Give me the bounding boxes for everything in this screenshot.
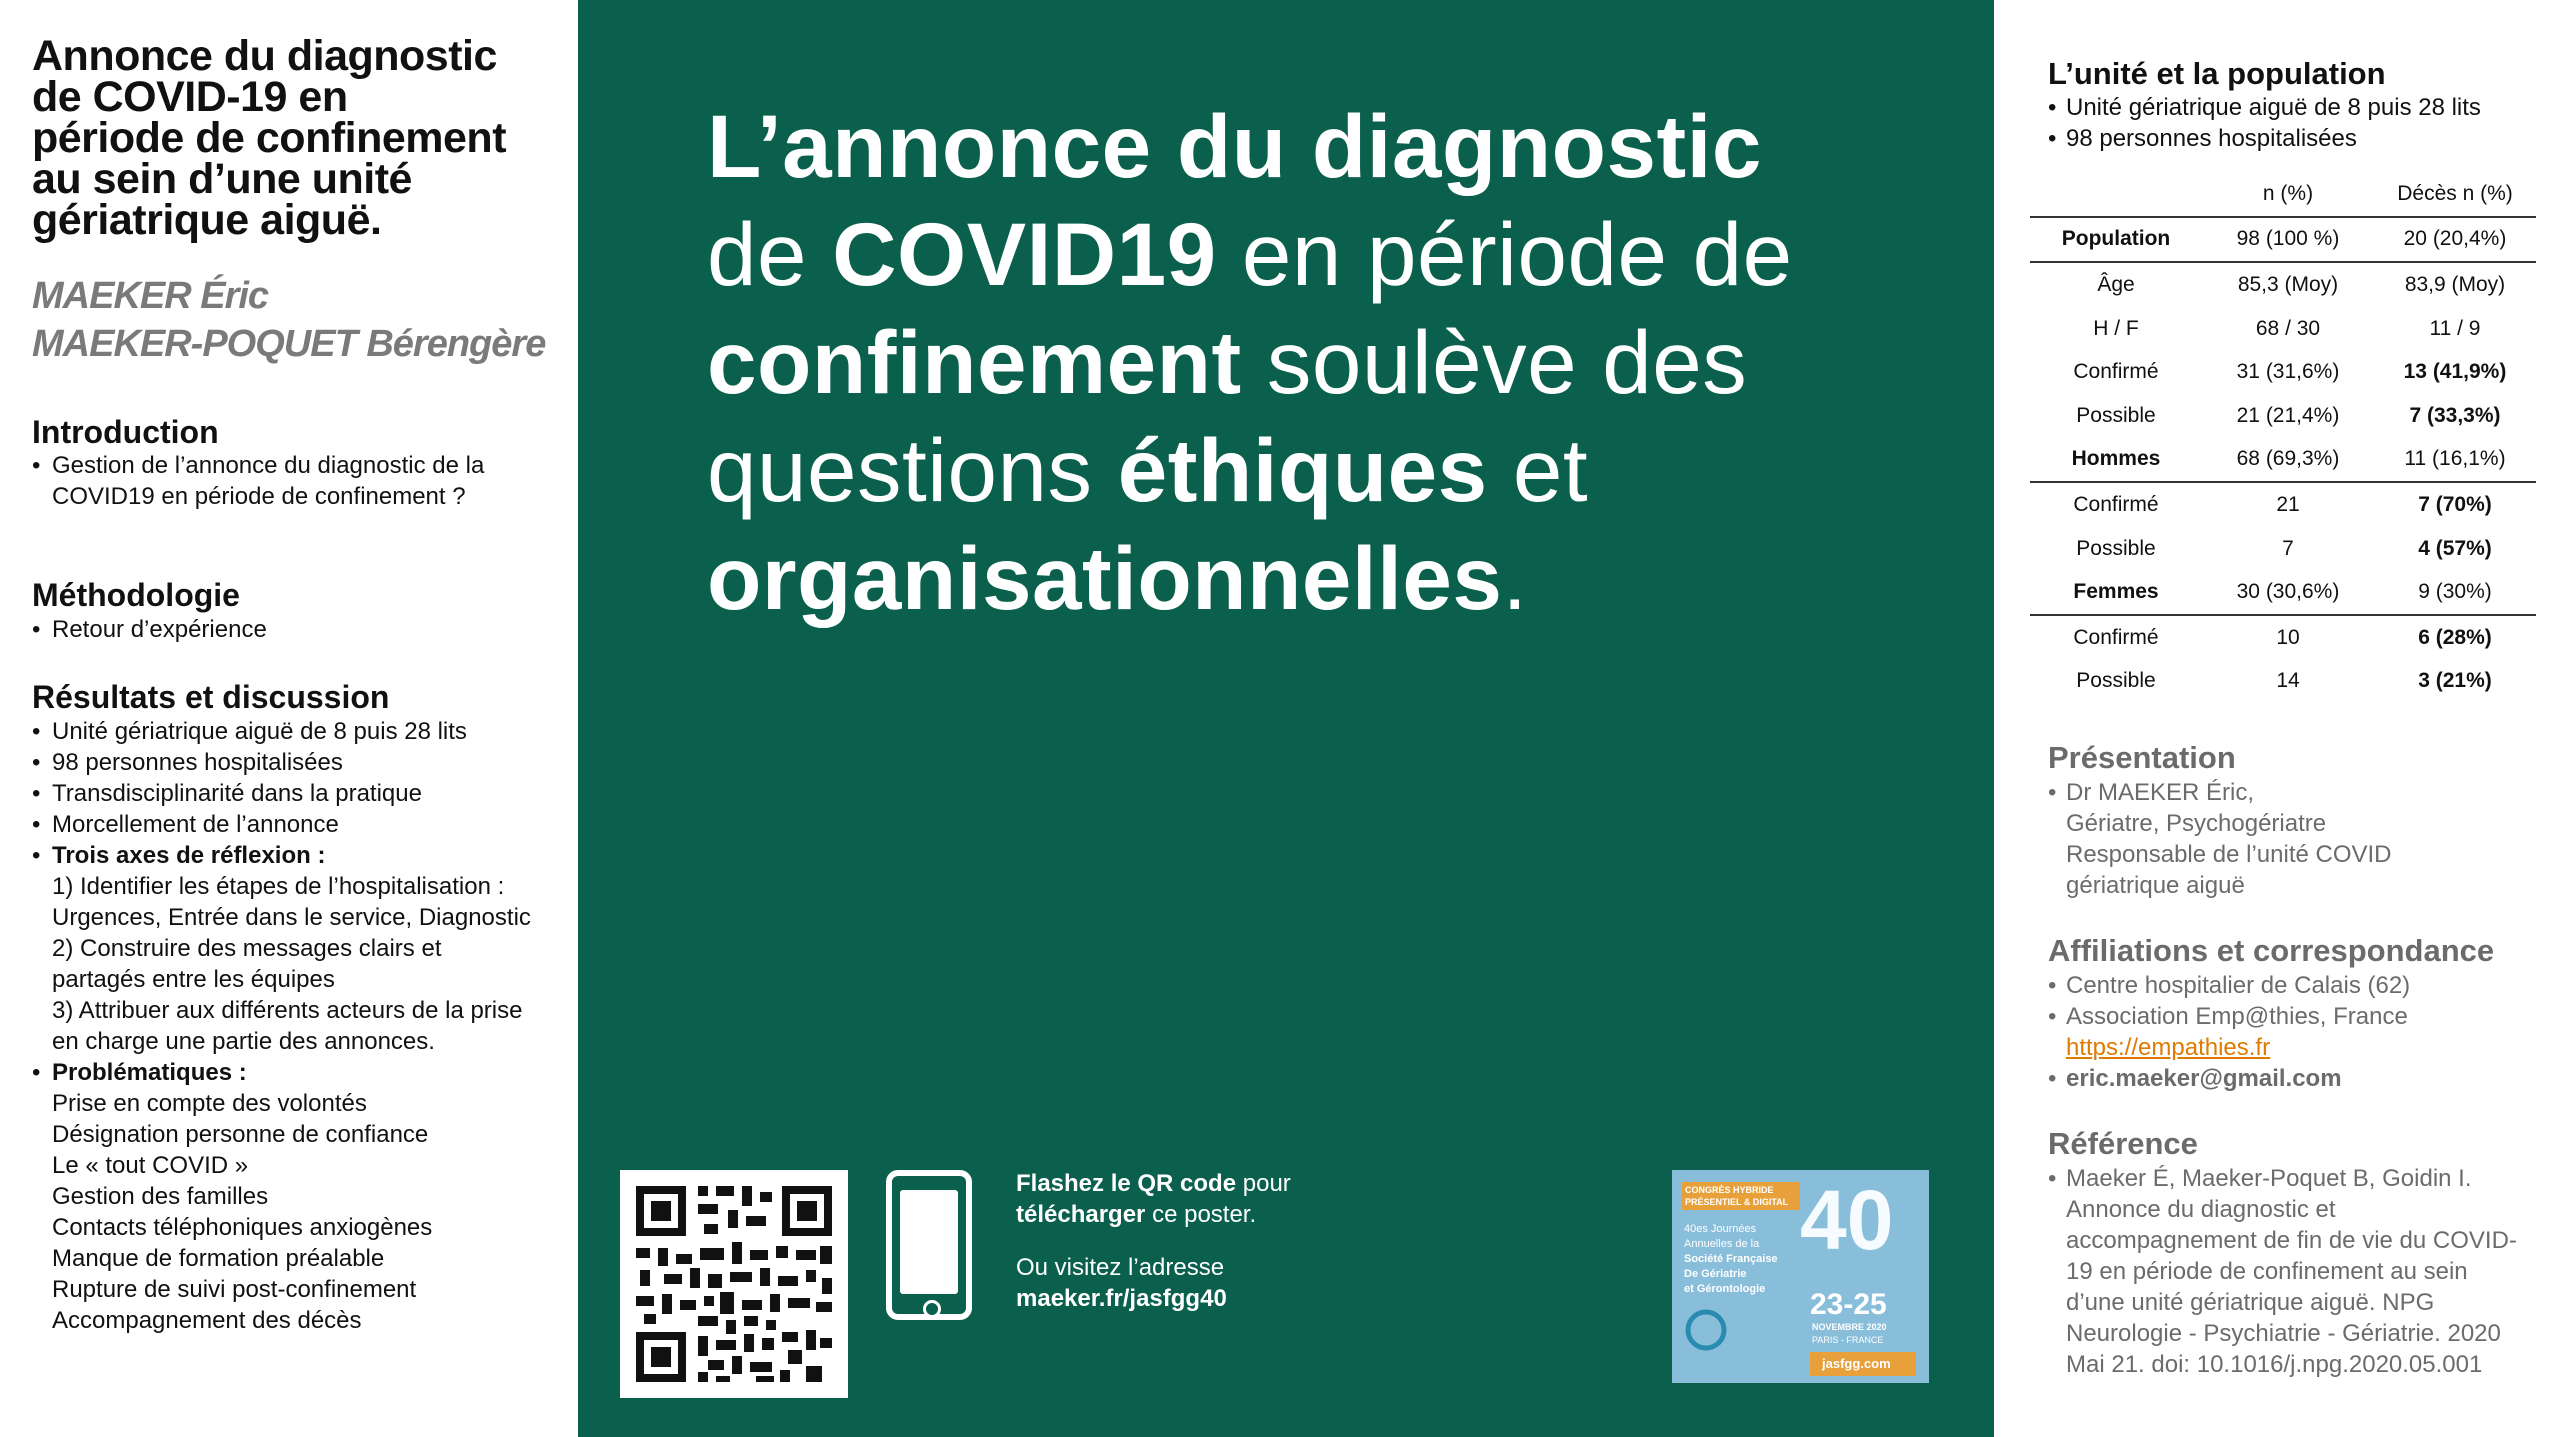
table-cell-label: Confirmé [2073, 492, 2159, 516]
table-row [2030, 570, 2536, 614]
table-cell-label: Population [2061, 227, 2171, 251]
headline-line: de COVID19 en période de [707, 204, 1793, 304]
introduction-heading: Introduction [32, 414, 219, 450]
table-cell-deces: 6 (28%) [2418, 625, 2492, 649]
list-item: • 98 personnes hospitalisées [2048, 125, 2357, 152]
headline-line: organisationnelles. [707, 528, 1528, 628]
affiliations-list [2048, 970, 2548, 1094]
table-cell-n: 30 (30,6%) [2236, 580, 2340, 604]
table-cell-deces: 83,9 (Moy) [2404, 272, 2506, 296]
table-row [2030, 481, 2536, 527]
table-row [2030, 527, 2536, 571]
table-cell-n: 7 [2282, 536, 2294, 560]
list-item-axes: • Trois axes de réflexion : [32, 842, 326, 869]
table-row [2030, 216, 2536, 262]
list-item-problems: • Problématiques : [32, 1059, 247, 1086]
phone-icon [886, 1170, 972, 1320]
qr-visit-label: Ou visitez l’adresse [1016, 1254, 1225, 1281]
list-item: • Association Emp@thies, France https://empathies.fr [2048, 1001, 2548, 1063]
table-cell-n: 21 [2276, 492, 2300, 516]
table-cell-deces: 20 (20,4%) [2403, 227, 2507, 251]
axis-item: 2) Construire des messages clairs et partagés entre les équipes [52, 935, 442, 993]
list-item: • Dr MAEKER Éric, Gériatre, Psychogériatre Responsable de l’unité COVID gériatrique aiguë [2048, 779, 2392, 899]
table-cell-deces: 11 (16,1%) [2404, 447, 2506, 471]
column-header: n (%) [2262, 181, 2314, 205]
congress-society: 40es Journées Annuelles de la Société Française De Gériatrie et Gérontologie [1684, 1223, 1778, 1295]
table-cell-n: 10 [2276, 625, 2300, 649]
methodologie-list [32, 614, 532, 645]
problems-list [32, 1088, 532, 1336]
table-cell-n: 85,3 (Moy) [2237, 272, 2339, 296]
table-cell-deces: 4 (57%) [2418, 536, 2492, 560]
axis-item: 1) Identifier les étapes de l’hospitalisation : Urgences, Entrée dans le service, Diagnostic [52, 873, 531, 931]
list-item: • Maeker É, Maeker-Poquet B, Goidin I. Annonce du diagnostic et accompagnement de fin de vie du COVID-19 en période de confinement au sein d’une unité gériatrique aiguë. NPG Neurologie - Psychiatrie - Gériatrie. 2020 Mai 21. doi: 10.1016/j.npg.2020.05.001 [2048, 1165, 2517, 1378]
headline-line: L’annonce du diagnostic [707, 96, 1762, 196]
population-table [2030, 172, 2536, 703]
empathies-link[interactable]: https://empathies.fr [2066, 1034, 2271, 1061]
poster-title [32, 32, 572, 244]
title-line: gériatrique aiguë. [32, 196, 382, 244]
methodologie-heading: Méthodologie [32, 577, 240, 613]
title-line: au sein d’une unité [32, 155, 412, 203]
table-cell-n: 98 (100 %) [2236, 227, 2340, 251]
table-row [2030, 660, 2536, 704]
table-cell-deces: 11 / 9 [2429, 316, 2481, 340]
table-row [2030, 394, 2536, 438]
reference-list [2048, 1163, 2518, 1380]
table-row [2030, 614, 2536, 660]
table-cell-n: 14 [2276, 669, 2300, 693]
table-cell-deces: 9 (30%) [2418, 580, 2492, 604]
authors [32, 272, 545, 368]
table-cell-label: Femmes [2073, 580, 2159, 604]
congress-month: NOVEMBRE 2020 [1812, 1322, 1887, 1332]
axis-item: 3) Attribuer aux différents acteurs de la prise en charge une partie des annonces. [52, 997, 523, 1055]
table-cell-deces: 7 (33,3%) [2409, 403, 2501, 427]
introduction-list [32, 450, 512, 512]
table-cell-label: Possible [2076, 403, 2156, 427]
congress-dates: 23-25 [1810, 1288, 1887, 1321]
list-item: • Unité gériatrique aiguë de 8 puis 28 lits [32, 718, 467, 745]
qr-download-label: télécharger [1016, 1201, 1146, 1228]
table-cell-deces: 13 (41,9%) [2403, 360, 2507, 384]
axes-list [32, 871, 532, 1057]
affiliations-heading: Affiliations et correspondance [2048, 933, 2495, 968]
problem-item: Rupture de suivi post-confinement [52, 1276, 417, 1303]
unite-list [2048, 92, 2548, 154]
resultats-heading: Résultats et discussion [32, 679, 390, 715]
list-item: • Centre hospitalier de Calais (62) [2048, 972, 2411, 999]
reference-heading: Référence [2048, 1126, 2198, 1161]
title-line: Annonce du diagnostic [32, 32, 497, 80]
congress-city: PARIS - FRANCE [1812, 1335, 1884, 1345]
qr-flash-label: Flashez le QR code [1016, 1170, 1237, 1197]
table-cell-n: 21 (21,4%) [2236, 403, 2340, 427]
list-item: • 98 personnes hospitalisées [32, 749, 343, 776]
problem-item: Le « tout COVID » [52, 1152, 249, 1179]
qr-instructions: Flashez le QR code pour télécharger ce poster. Ou visitez l’adresse maeker.fr/jasfgg40 [1016, 1168, 1336, 1314]
author-name: MAEKER-POQUET Bérengère [32, 323, 546, 365]
table-cell-label: Confirmé [2073, 360, 2159, 384]
email-address[interactable]: eric.maeker@gmail.com [2066, 1065, 2342, 1092]
table-row [2030, 350, 2536, 394]
qr-code[interactable] [620, 1170, 848, 1398]
title-line: période de confinement [32, 114, 507, 162]
congress-hybrid-label: CONGRÈS HYBRIDE PRÉSENTIEL & DIGITAL [1685, 1185, 1789, 1207]
headline-line: confinement soulève des [707, 312, 1748, 412]
qr-url[interactable]: maeker.fr/jasfgg40 [1016, 1285, 1227, 1312]
table-cell-label: Possible [2076, 669, 2156, 693]
resultats-list [32, 716, 532, 1336]
table-row [2030, 438, 2536, 482]
author-name: MAEKER Éric [32, 275, 269, 317]
table-cell-n: 68 / 30 [2255, 316, 2321, 340]
table-cell-n: 68 (69,3%) [2236, 447, 2340, 471]
headline-line: questions éthiques et [707, 420, 1589, 520]
congress-number: 40 [1800, 1173, 1894, 1267]
title-line: de COVID-19 en [32, 73, 348, 121]
presentation-heading: Présentation [2048, 740, 2236, 775]
table-cell-deces: 7 (70%) [2418, 492, 2492, 516]
list-item: • Transdisciplinarité dans la pratique [32, 780, 422, 807]
problem-item: Manque de formation préalable [52, 1245, 385, 1272]
table-row [2030, 261, 2536, 307]
congress-site: jasfgg.com [1822, 1356, 1891, 1371]
unite-heading: L’unité et la population [2048, 56, 2386, 91]
table-cell-label: Hommes [2071, 447, 2161, 471]
table-cell-n: 31 (31,6%) [2236, 360, 2340, 384]
table-row [2030, 307, 2536, 351]
left-column [0, 0, 578, 1437]
problem-item: Gestion des familles [52, 1183, 269, 1210]
table-cell-deces: 3 (21%) [2418, 669, 2492, 693]
table-cell-label: Possible [2076, 536, 2156, 560]
list-item: • Retour d’expérience [32, 616, 267, 643]
problem-item: Désignation personne de confiance [52, 1121, 429, 1148]
congress-badge [1672, 1170, 1929, 1383]
table-cell-label: Confirmé [2073, 625, 2159, 649]
table-cell-label: Âge [2097, 272, 2135, 296]
problem-item: Accompagnement des décès [52, 1307, 362, 1334]
problem-item: Contacts téléphoniques anxiogènes [52, 1214, 433, 1241]
table-header-row [2030, 172, 2536, 216]
column-header: Décès n (%) [2397, 181, 2513, 205]
problem-item: Prise en compte des volontés [52, 1090, 367, 1117]
list-item: • Morcellement de l’annonce [32, 811, 339, 838]
headline [707, 92, 1857, 632]
table-cell-label: H / F [2093, 316, 2139, 340]
list-item: • eric.maeker@gmail.com [2048, 1063, 2548, 1094]
list-item: • Unité gériatrique aiguë de 8 puis 28 lits [2048, 94, 2481, 121]
list-item: • Gestion de l’annonce du diagnostic de la COVID19 en période de confinement ? [32, 452, 485, 510]
presentation-list [2048, 777, 2548, 901]
